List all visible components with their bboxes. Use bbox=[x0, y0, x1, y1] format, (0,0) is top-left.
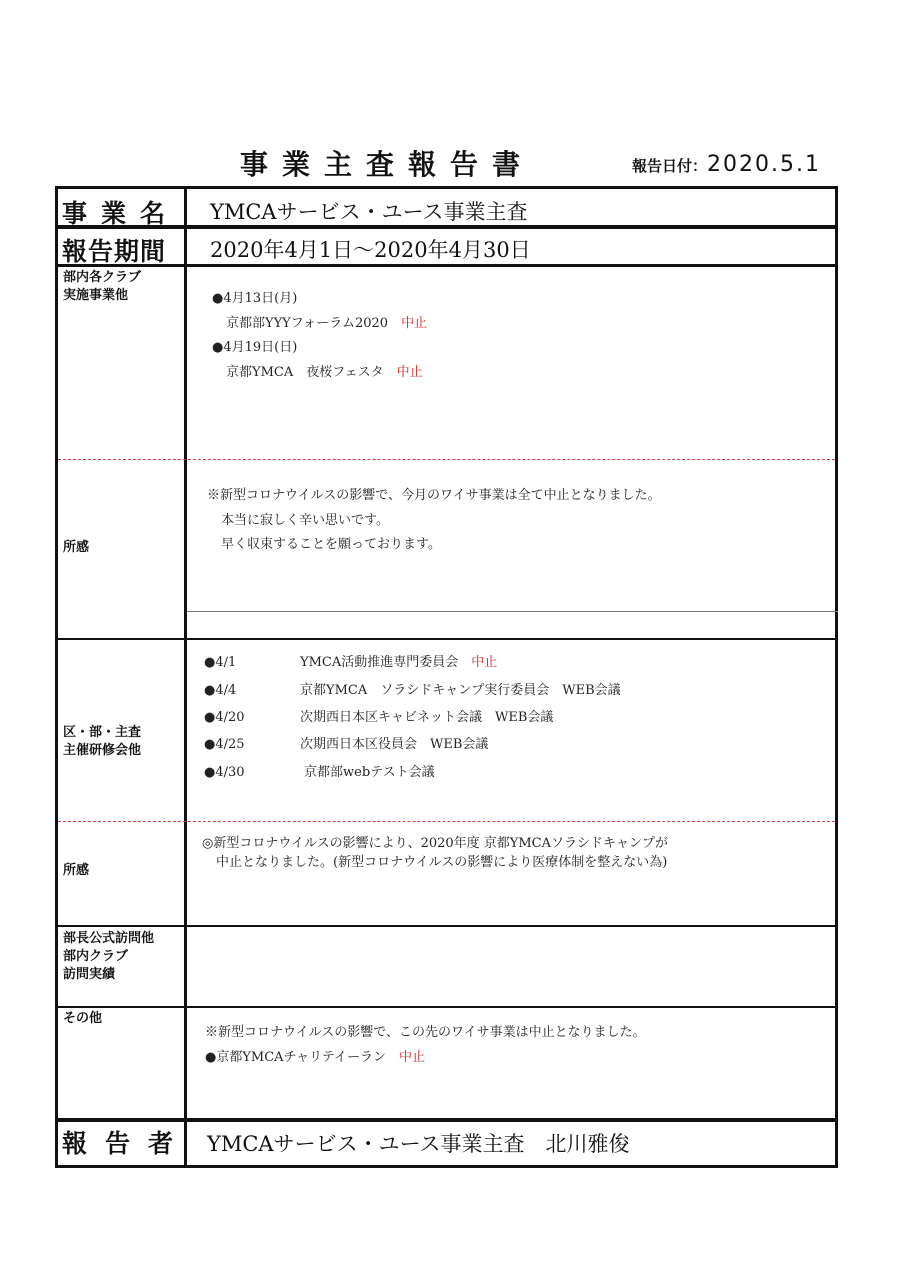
meeting-name: 次期西日本区役員会 WEB会議 bbox=[300, 737, 489, 752]
impression-text bbox=[207, 484, 661, 558]
status-badge: 中止 bbox=[399, 1050, 426, 1065]
list-item bbox=[204, 651, 497, 670]
list-item bbox=[204, 733, 488, 752]
report-date-label: 報告日付： bbox=[632, 157, 708, 175]
list-item bbox=[204, 706, 553, 725]
visits-label bbox=[63, 930, 154, 984]
list-item bbox=[212, 336, 427, 361]
club-events-label bbox=[63, 269, 141, 305]
impression-text bbox=[202, 834, 668, 872]
meeting-date: ●4/1 bbox=[204, 655, 237, 670]
meeting-date: ●4/30 bbox=[204, 765, 245, 780]
meeting-date: ●4/20 bbox=[204, 710, 245, 725]
other-line: ※新型コロナウイルスの影響で、この先のワイサ事業は中止となりました。 bbox=[205, 1025, 646, 1040]
club-events-label-line: 部内各クラブ bbox=[63, 270, 142, 285]
event-name: 京都YMCA 夜桜フェスタ bbox=[226, 364, 384, 380]
report-date bbox=[632, 152, 821, 177]
event-date: ●4月19日(日) bbox=[212, 340, 298, 355]
list-item bbox=[204, 761, 435, 780]
event-name: ●京都YMCAチャリテイーラン bbox=[205, 1050, 387, 1065]
club-events-label-line: 実施事業他 bbox=[63, 288, 129, 303]
impression-line: ◎新型コロナウイルスの影響により、2020年度 京都YMCAソラシドキャンプが bbox=[202, 836, 669, 851]
list-item bbox=[204, 679, 621, 698]
district-meetings-label-line: 主催研修会他 bbox=[63, 743, 142, 758]
period-value: 2020年4月1日〜2020年4月30日 bbox=[210, 238, 531, 262]
impression-line: 本当に寂しく辛い思いです。 bbox=[221, 512, 389, 528]
meeting-name: 京都部webテスト会議 bbox=[304, 765, 435, 780]
meeting-date: ●4/4 bbox=[204, 683, 237, 698]
impression-line: 中止となりました。(新型コロナウイルスの影響により医療体制を整えない為) bbox=[216, 855, 668, 870]
impression-label: 所感 bbox=[63, 863, 90, 878]
status-badge: 中止 bbox=[396, 364, 423, 380]
impression-label: 所感 bbox=[63, 540, 90, 555]
dashed-divider bbox=[58, 821, 835, 822]
reporter-label: 報告者 bbox=[62, 1129, 192, 1158]
project-value: YMCAサービス・ユース事業主査 bbox=[210, 200, 528, 224]
list-item bbox=[212, 361, 427, 386]
event-name: 京都部YYYフォーラム2020 bbox=[226, 315, 389, 331]
dashed-divider bbox=[58, 459, 835, 460]
meeting-name: 京都YMCA ソラシドキャンプ実行委員会 WEB会議 bbox=[300, 683, 621, 698]
meeting-name: YMCA活動推進専門委員会 bbox=[300, 655, 459, 670]
document-title: 事業主査報告書 bbox=[240, 148, 535, 181]
row-divider bbox=[55, 1006, 838, 1008]
impression-line: ※新型コロナウイルスの影響で、今月のワイサ事業は全て中止となりました。 bbox=[207, 488, 661, 503]
row-divider bbox=[55, 638, 838, 640]
other-text bbox=[205, 1020, 646, 1070]
list-item bbox=[205, 1045, 646, 1070]
status-badge: 中止 bbox=[471, 655, 498, 670]
meeting-name: 次期西日本区キャビネット会議 WEB会議 bbox=[300, 710, 554, 725]
visits-label-line: 部長公式訪問他 bbox=[63, 931, 155, 946]
meeting-date: ●4/25 bbox=[204, 737, 245, 752]
list-item bbox=[212, 312, 427, 337]
reporter-value: YMCAサービス・ユース事業主査 北川雅俊 bbox=[207, 1132, 630, 1156]
row-divider bbox=[187, 611, 838, 612]
other-label: その他 bbox=[63, 1011, 103, 1026]
status-badge: 中止 bbox=[401, 315, 428, 331]
district-meetings-label bbox=[63, 724, 141, 760]
label-column-divider bbox=[184, 186, 187, 1168]
club-events-list bbox=[212, 287, 427, 385]
row-divider bbox=[55, 264, 838, 267]
visits-label-line: 訪問実績 bbox=[63, 967, 116, 982]
list-item bbox=[212, 287, 427, 312]
period-label: 報告期間 bbox=[62, 237, 167, 266]
row-divider bbox=[55, 1118, 838, 1122]
row-divider bbox=[55, 925, 838, 927]
project-label: 事業名 bbox=[62, 199, 180, 228]
impression-line: 早く収束することを願っております。 bbox=[221, 537, 441, 552]
visits-label-line: 部内クラブ bbox=[63, 949, 129, 964]
event-date: ●4月13日(月) bbox=[212, 291, 298, 306]
report-date-value: 2020.5.1 bbox=[707, 152, 821, 177]
district-meetings-label-line: 区・部・主査 bbox=[63, 725, 142, 740]
